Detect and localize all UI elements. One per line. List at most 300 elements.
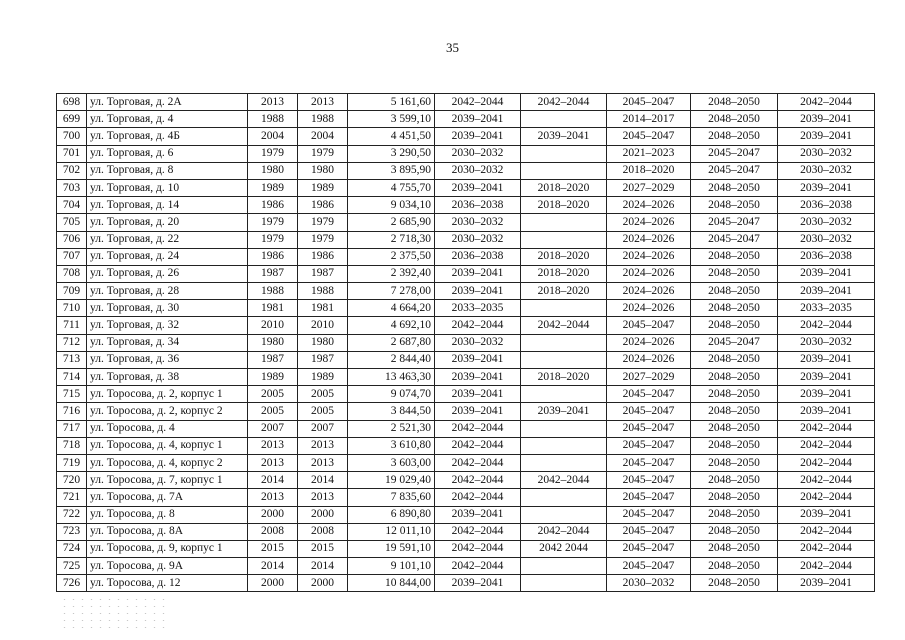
address-cell: ул. Торосова, д. 7А (87, 489, 248, 506)
period-cell: 2030–2032 (778, 231, 875, 248)
period-cell: 2042–2044 (435, 472, 521, 489)
address-cell: ул. Торговая, д. 4 (87, 111, 248, 128)
table-row (57, 300, 875, 317)
year-cell: 1980 (248, 162, 298, 179)
address-cell: ул. Торговая, д. 34 (87, 334, 248, 351)
year-cell: 1980 (298, 334, 348, 351)
area-cell: 3 610,80 (348, 437, 435, 454)
period-cell: 2042–2044 (778, 540, 875, 557)
address-cell: ул. Торосова, д. 8А (87, 523, 248, 540)
area-cell: 3 603,00 (348, 454, 435, 471)
period-cell: 2045–2047 (607, 128, 691, 145)
period-cell: 2030–2032 (778, 162, 875, 179)
period-cell: 2042–2044 (435, 489, 521, 506)
period-cell: 2039–2041 (778, 179, 875, 196)
table-row (57, 558, 875, 575)
period-cell: 2039–2041 (778, 403, 875, 420)
period-cell: 2039–2041 (778, 351, 875, 368)
table-row (57, 523, 875, 540)
period-cell: 2030–2032 (435, 334, 521, 351)
period-cell: 2045–2047 (691, 214, 778, 231)
area-cell: 9 074,70 (348, 386, 435, 403)
period-cell: 2042–2044 (435, 558, 521, 575)
year-cell: 2013 (248, 437, 298, 454)
period-cell: 2030–2032 (435, 231, 521, 248)
period-cell: 2048–2050 (691, 300, 778, 317)
period-cell: 2024–2026 (607, 300, 691, 317)
year-cell: 2000 (248, 506, 298, 523)
year-cell: 1989 (248, 179, 298, 196)
year-cell: 1989 (298, 369, 348, 386)
table-row (57, 94, 875, 111)
period-cell: 2036–2038 (435, 248, 521, 265)
period-cell: 2042–2044 (435, 94, 521, 111)
period-cell: 2048–2050 (691, 454, 778, 471)
period-cell: 2039–2041 (778, 111, 875, 128)
period-cell: 2039–2041 (435, 403, 521, 420)
row-number-cell: 721 (57, 489, 87, 506)
year-cell: 1987 (248, 351, 298, 368)
period-cell: 2048–2050 (691, 420, 778, 437)
period-cell: 2045–2047 (607, 420, 691, 437)
year-cell: 1988 (248, 283, 298, 300)
year-cell: 1981 (298, 300, 348, 317)
period-cell: 2021–2023 (607, 145, 691, 162)
year-cell: 1989 (298, 179, 348, 196)
year-cell: 2008 (248, 523, 298, 540)
row-number-cell: 707 (57, 248, 87, 265)
period-cell (521, 300, 607, 317)
table-row (57, 317, 875, 334)
year-cell: 2005 (248, 386, 298, 403)
address-cell: ул. Торосова, д. 4, корпус 1 (87, 437, 248, 454)
period-cell (521, 231, 607, 248)
area-cell: 13 463,30 (348, 369, 435, 386)
period-cell: 2039–2041 (435, 506, 521, 523)
period-cell (521, 386, 607, 403)
period-cell: 2048–2050 (691, 403, 778, 420)
period-cell: 2045–2047 (607, 523, 691, 540)
period-cell (521, 334, 607, 351)
period-cell: 2048–2050 (691, 540, 778, 557)
address-cell: ул. Торговая, д. 28 (87, 283, 248, 300)
year-cell: 2013 (248, 454, 298, 471)
table-row (57, 265, 875, 282)
row-number-cell: 710 (57, 300, 87, 317)
table-row (57, 403, 875, 420)
row-number-cell: 704 (57, 197, 87, 214)
year-cell: 1988 (298, 111, 348, 128)
address-cell: ул. Торговая, д. 30 (87, 300, 248, 317)
period-cell: 2039–2041 (435, 386, 521, 403)
period-cell: 2039–2041 (778, 506, 875, 523)
table-row (57, 248, 875, 265)
table-row (57, 369, 875, 386)
table-row (57, 128, 875, 145)
year-cell: 2000 (248, 575, 298, 592)
period-cell: 2042–2044 (521, 94, 607, 111)
row-number-cell: 703 (57, 179, 87, 196)
year-cell: 2008 (298, 523, 348, 540)
period-cell: 2048–2050 (691, 197, 778, 214)
period-cell (521, 162, 607, 179)
period-cell: 2039–2041 (778, 575, 875, 592)
row-number-cell: 726 (57, 575, 87, 592)
page-number: 35 (446, 40, 459, 55)
period-cell: 2039–2041 (435, 111, 521, 128)
area-cell: 2 521,30 (348, 420, 435, 437)
row-number-cell: 715 (57, 386, 87, 403)
row-number-cell: 716 (57, 403, 87, 420)
year-cell: 1986 (248, 197, 298, 214)
year-cell: 2005 (298, 386, 348, 403)
period-cell: 2014–2017 (607, 111, 691, 128)
table-row (57, 575, 875, 592)
address-cell: ул. Торговая, д. 22 (87, 231, 248, 248)
address-cell: ул. Торосова, д. 9, корпус 1 (87, 540, 248, 557)
period-cell: 2024–2026 (607, 351, 691, 368)
period-cell: 2030–2032 (778, 214, 875, 231)
area-cell: 2 687,80 (348, 334, 435, 351)
period-cell: 2048–2050 (691, 386, 778, 403)
table-row (57, 334, 875, 351)
area-cell: 3 599,10 (348, 111, 435, 128)
period-cell: 2018–2020 (521, 248, 607, 265)
year-cell: 2014 (298, 472, 348, 489)
table-row (57, 420, 875, 437)
period-cell: 2042–2044 (778, 472, 875, 489)
period-cell: 2018–2020 (521, 369, 607, 386)
period-cell: 2039–2041 (521, 128, 607, 145)
area-cell: 19 029,40 (348, 472, 435, 489)
address-cell: ул. Торговая, д. 24 (87, 248, 248, 265)
row-number-cell: 718 (57, 437, 87, 454)
row-number-cell: 706 (57, 231, 87, 248)
period-cell: 2048–2050 (691, 506, 778, 523)
year-cell: 2004 (248, 128, 298, 145)
period-cell: 2048–2050 (691, 179, 778, 196)
year-cell: 1979 (248, 214, 298, 231)
row-number-cell: 698 (57, 94, 87, 111)
period-cell: 2036–2038 (778, 248, 875, 265)
housing-registry-table (56, 93, 875, 592)
table-row (57, 145, 875, 162)
period-cell (521, 351, 607, 368)
year-cell: 2014 (248, 472, 298, 489)
year-cell: 1987 (248, 265, 298, 282)
row-number-cell: 724 (57, 540, 87, 557)
period-cell: 2033–2035 (778, 300, 875, 317)
year-cell: 1986 (298, 248, 348, 265)
area-cell: 5 161,60 (348, 94, 435, 111)
row-number-cell: 725 (57, 558, 87, 575)
year-cell: 1989 (248, 369, 298, 386)
period-cell: 2024–2026 (607, 265, 691, 282)
area-cell: 2 685,90 (348, 214, 435, 231)
address-cell: ул. Торговая, д. 14 (87, 197, 248, 214)
period-cell: 2042–2044 (435, 454, 521, 471)
address-cell: ул. Торговая, д. 38 (87, 369, 248, 386)
year-cell: 2013 (248, 94, 298, 111)
period-cell: 2045–2047 (607, 489, 691, 506)
period-cell: 2048–2050 (691, 369, 778, 386)
year-cell: 1980 (248, 334, 298, 351)
period-cell: 2030–2032 (435, 162, 521, 179)
period-cell: 2048–2050 (691, 437, 778, 454)
period-cell: 2039–2041 (435, 369, 521, 386)
period-cell: 2039–2041 (521, 403, 607, 420)
address-cell: ул. Торговая, д. 20 (87, 214, 248, 231)
row-number-cell: 711 (57, 317, 87, 334)
period-cell: 2018–2020 (607, 162, 691, 179)
row-number-cell: 700 (57, 128, 87, 145)
table-row (57, 111, 875, 128)
period-cell: 2045–2047 (607, 540, 691, 557)
period-cell: 2033–2035 (435, 300, 521, 317)
table-body (57, 94, 875, 592)
period-cell: 2042–2044 (435, 317, 521, 334)
address-cell: ул. Торговая, д. 10 (87, 179, 248, 196)
area-cell: 7 835,60 (348, 489, 435, 506)
period-cell: 2024–2026 (607, 283, 691, 300)
year-cell: 2013 (298, 454, 348, 471)
area-cell: 3 895,90 (348, 162, 435, 179)
period-cell: 2039–2041 (435, 179, 521, 196)
period-cell: 2045–2047 (607, 386, 691, 403)
period-cell: 2045–2047 (607, 437, 691, 454)
period-cell: 2048–2050 (691, 128, 778, 145)
period-cell: 2042 2044 (521, 540, 607, 557)
address-cell: ул. Торосова, д. 7, корпус 1 (87, 472, 248, 489)
period-cell: 2042–2044 (521, 317, 607, 334)
row-number-cell: 708 (57, 265, 87, 282)
period-cell: 2039–2041 (778, 283, 875, 300)
table-row (57, 197, 875, 214)
period-cell: 2045–2047 (607, 506, 691, 523)
row-number-cell: 717 (57, 420, 87, 437)
address-cell: ул. Торосова, д. 4, корпус 2 (87, 454, 248, 471)
area-cell: 2 392,40 (348, 265, 435, 282)
year-cell: 2015 (248, 540, 298, 557)
year-cell: 2013 (298, 94, 348, 111)
period-cell: 2024–2026 (607, 231, 691, 248)
period-cell: 2042–2044 (435, 437, 521, 454)
address-cell: ул. Торосова, д. 4 (87, 420, 248, 437)
year-cell: 1987 (298, 265, 348, 282)
period-cell: 2039–2041 (778, 386, 875, 403)
area-cell: 2 718,30 (348, 231, 435, 248)
year-cell: 1986 (298, 197, 348, 214)
period-cell: 2045–2047 (607, 403, 691, 420)
year-cell: 2005 (298, 403, 348, 420)
period-cell: 2024–2026 (607, 248, 691, 265)
period-cell: 2042–2044 (778, 437, 875, 454)
period-cell: 2048–2050 (691, 265, 778, 282)
period-cell: 2042–2044 (778, 558, 875, 575)
address-cell: ул. Торговая, д. 36 (87, 351, 248, 368)
period-cell: 2024–2026 (607, 334, 691, 351)
area-cell: 7 278,00 (348, 283, 435, 300)
year-cell: 2013 (298, 437, 348, 454)
period-cell (521, 558, 607, 575)
period-cell: 2048–2050 (691, 523, 778, 540)
period-cell: 2042–2044 (778, 420, 875, 437)
period-cell: 2042–2044 (778, 94, 875, 111)
year-cell: 1980 (298, 162, 348, 179)
area-cell: 2 375,50 (348, 248, 435, 265)
row-number-cell: 699 (57, 111, 87, 128)
area-cell: 2 844,40 (348, 351, 435, 368)
area-cell: 12 011,10 (348, 523, 435, 540)
row-number-cell: 720 (57, 472, 87, 489)
period-cell: 2048–2050 (691, 575, 778, 592)
period-cell: 2018–2020 (521, 265, 607, 282)
table-row (57, 386, 875, 403)
address-cell: ул. Торговая, д. 4Б (87, 128, 248, 145)
scan-artifact (60, 596, 170, 632)
period-cell: 2048–2050 (691, 351, 778, 368)
period-cell: 2045–2047 (691, 145, 778, 162)
period-cell: 2042–2044 (435, 420, 521, 437)
period-cell: 2030–2032 (778, 145, 875, 162)
period-cell: 2048–2050 (691, 94, 778, 111)
address-cell: ул. Торосова, д. 2, корпус 2 (87, 403, 248, 420)
period-cell: 2045–2047 (607, 472, 691, 489)
year-cell: 2013 (248, 489, 298, 506)
year-cell: 1979 (298, 145, 348, 162)
period-cell: 2042–2044 (521, 523, 607, 540)
table-row (57, 437, 875, 454)
year-cell: 2014 (298, 558, 348, 575)
period-cell: 2018–2020 (521, 179, 607, 196)
year-cell: 2007 (298, 420, 348, 437)
period-cell: 2048–2050 (691, 558, 778, 575)
table-row (57, 214, 875, 231)
row-number-cell: 702 (57, 162, 87, 179)
year-cell: 2013 (298, 489, 348, 506)
year-cell: 1981 (248, 300, 298, 317)
year-cell: 1979 (298, 231, 348, 248)
area-cell: 4 755,70 (348, 179, 435, 196)
period-cell: 2039–2041 (435, 283, 521, 300)
area-cell: 9 101,10 (348, 558, 435, 575)
period-cell: 2045–2047 (691, 334, 778, 351)
period-cell (521, 145, 607, 162)
area-cell: 4 451,50 (348, 128, 435, 145)
row-number-cell: 713 (57, 351, 87, 368)
row-number-cell: 714 (57, 369, 87, 386)
table-row (57, 489, 875, 506)
table-row (57, 472, 875, 489)
year-cell: 2007 (248, 420, 298, 437)
row-number-cell: 709 (57, 283, 87, 300)
period-cell: 2045–2047 (691, 162, 778, 179)
period-cell: 2042–2044 (778, 317, 875, 334)
period-cell: 2039–2041 (435, 575, 521, 592)
period-cell: 2018–2020 (521, 197, 607, 214)
period-cell: 2024–2026 (607, 214, 691, 231)
address-cell: ул. Торосова, д. 12 (87, 575, 248, 592)
address-cell: ул. Торговая, д. 6 (87, 145, 248, 162)
period-cell: 2039–2041 (778, 265, 875, 282)
period-cell: 2036–2038 (435, 197, 521, 214)
row-number-cell: 722 (57, 506, 87, 523)
period-cell (521, 506, 607, 523)
year-cell: 1988 (248, 111, 298, 128)
period-cell: 2030–2032 (435, 145, 521, 162)
row-number-cell: 701 (57, 145, 87, 162)
period-cell: 2042–2044 (778, 454, 875, 471)
period-cell: 2048–2050 (691, 248, 778, 265)
year-cell: 1979 (298, 214, 348, 231)
table-row (57, 540, 875, 557)
table-row (57, 179, 875, 196)
period-cell: 2039–2041 (435, 265, 521, 282)
year-cell: 2010 (298, 317, 348, 334)
table-row (57, 231, 875, 248)
period-cell: 2045–2047 (607, 454, 691, 471)
table-row (57, 283, 875, 300)
table-row (57, 506, 875, 523)
period-cell: 2030–2032 (778, 334, 875, 351)
period-cell: 2042–2044 (778, 523, 875, 540)
period-cell: 2039–2041 (778, 369, 875, 386)
period-cell: 2036–2038 (778, 197, 875, 214)
area-cell: 6 890,80 (348, 506, 435, 523)
period-cell: 2042–2044 (435, 523, 521, 540)
year-cell: 2010 (248, 317, 298, 334)
period-cell: 2048–2050 (691, 283, 778, 300)
address-cell: ул. Торосова, д. 2, корпус 1 (87, 386, 248, 403)
year-cell: 2014 (248, 558, 298, 575)
address-cell: ул. Торосова, д. 9А (87, 558, 248, 575)
period-cell: 2042–2044 (778, 489, 875, 506)
table-row (57, 162, 875, 179)
address-cell: ул. Торговая, д. 8 (87, 162, 248, 179)
area-cell: 3 290,50 (348, 145, 435, 162)
area-cell: 19 591,10 (348, 540, 435, 557)
period-cell: 2042–2044 (521, 472, 607, 489)
period-cell (521, 111, 607, 128)
area-cell: 4 692,10 (348, 317, 435, 334)
year-cell: 1987 (298, 351, 348, 368)
area-cell: 10 844,00 (348, 575, 435, 592)
period-cell (521, 489, 607, 506)
period-cell (521, 454, 607, 471)
year-cell: 2015 (298, 540, 348, 557)
row-number-cell: 723 (57, 523, 87, 540)
period-cell: 2048–2050 (691, 472, 778, 489)
address-cell: ул. Торговая, д. 2А (87, 94, 248, 111)
year-cell: 1979 (248, 231, 298, 248)
year-cell: 2000 (298, 575, 348, 592)
address-cell: ул. Торговая, д. 26 (87, 265, 248, 282)
period-cell: 2030–2032 (435, 214, 521, 231)
period-cell: 2024–2026 (607, 197, 691, 214)
year-cell: 2000 (298, 506, 348, 523)
area-cell: 9 034,10 (348, 197, 435, 214)
table-row (57, 454, 875, 471)
period-cell: 2045–2047 (607, 558, 691, 575)
period-cell: 2039–2041 (778, 128, 875, 145)
period-cell: 2039–2041 (435, 128, 521, 145)
period-cell: 2042–2044 (435, 540, 521, 557)
row-number-cell: 705 (57, 214, 87, 231)
period-cell: 2048–2050 (691, 111, 778, 128)
year-cell: 2005 (248, 403, 298, 420)
period-cell (521, 420, 607, 437)
address-cell: ул. Торосова, д. 8 (87, 506, 248, 523)
